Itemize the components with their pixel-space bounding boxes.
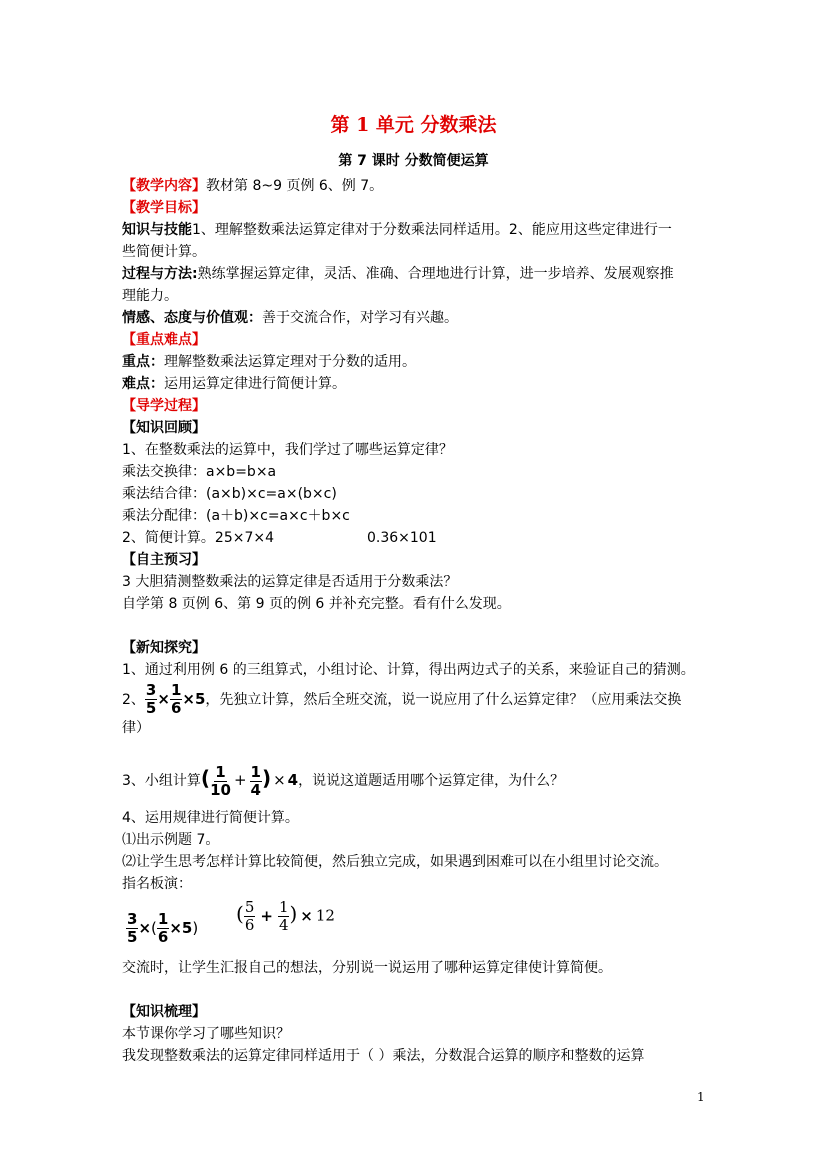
- commutative-law: 乘法交换律：a×b=b×a: [122, 464, 277, 480]
- explore-item-4d: 交流时，让学生汇报自己的想法，分别说一说运用了哪种运算定律使计算简便。: [122, 960, 612, 976]
- key-points-label: 【重点难点】: [122, 332, 206, 348]
- plus-sign: +: [233, 771, 247, 789]
- formula-3-5-x-1-6-x-5: [145, 681, 206, 717]
- fraction-denominator: 4: [278, 916, 289, 934]
- process-method-line: [122, 264, 674, 284]
- review-question-2: 2、简便计算。25×7×4: [122, 530, 274, 546]
- distributive-law: 乘法分配律：(a＋b)×c=a×c＋b×c: [122, 508, 350, 524]
- board-formula-1: [126, 912, 198, 945]
- fraction-denominator: 6: [170, 699, 182, 717]
- fraction-numerator: 1: [215, 763, 226, 781]
- fraction-denominator: 5: [145, 699, 157, 717]
- explore-label: 【新知探究】: [122, 640, 206, 656]
- board-formula-2: [236, 900, 335, 933]
- fraction-denominator: 5: [127, 928, 138, 946]
- review-question-2b: 0.36×101: [367, 530, 437, 546]
- preview-line-2: 自学第 8 页例 6、第 9 页的例 6 并补充完整。看有什么发现。: [122, 596, 511, 612]
- number-five: 5: [194, 690, 206, 708]
- process-method-label: 过程与方法:: [122, 266, 198, 282]
- difficulty-line: [122, 374, 346, 394]
- fraction-numerator: 3: [127, 910, 138, 928]
- right-paren: ): [192, 919, 199, 937]
- left-paren: (: [236, 901, 244, 926]
- plus-sign: +: [260, 906, 273, 925]
- explore-item-3-prefix: 3、小组计算: [122, 773, 201, 789]
- content-line: [122, 176, 383, 196]
- right-paren: ): [289, 901, 298, 926]
- guided-process-label: 【导学过程】: [122, 398, 206, 414]
- preview-line-1: 3 大胆猜测整数乘法的运算定律是否适用于分数乘法？: [122, 574, 458, 590]
- explore-item-2-text: ，先独立计算，然后全班交流，说一说应用了什么运算定律？（应用乘法交换: [205, 692, 682, 708]
- times-sign: ×: [300, 906, 313, 925]
- process-method-text-2: 理能力。: [122, 288, 178, 304]
- difficulty-label: 难点：: [122, 376, 164, 392]
- explore-item-2-text-2: 律）: [122, 720, 150, 736]
- explore-item-2: [122, 683, 681, 716]
- times-sign: ×: [273, 771, 286, 789]
- fraction-denominator: 4: [250, 781, 261, 799]
- lesson-subtitle: 第 7 课时 分数简便运算: [338, 153, 489, 169]
- explore-item-4c: 指名板演：: [122, 876, 192, 892]
- right-paren: ): [261, 766, 272, 790]
- number-four: 4: [287, 771, 299, 789]
- explore-item-2-prefix: 2、: [122, 692, 145, 708]
- knowledge-label: 知识与技能: [122, 222, 192, 238]
- fraction-denominator: 10: [210, 781, 231, 799]
- times-sign: ×: [182, 690, 195, 708]
- knowledge-text-2: 些简便计算。: [122, 244, 206, 260]
- fraction-numerator: 1: [157, 910, 169, 928]
- summary-line-2: 我发现整数乘法的运算定律同样适用于（ ）乘法，分数混合运算的顺序和整数的运算: [122, 1048, 645, 1064]
- left-paren: (: [200, 766, 211, 790]
- explore-item-3: [122, 758, 564, 801]
- focus-text: 理解整数乘法运算定理对于分数的适用。: [164, 354, 416, 370]
- review-label: 【知识回顾】: [122, 420, 206, 436]
- left-paren: (: [151, 919, 157, 937]
- fraction-denominator: 6: [244, 916, 255, 934]
- fraction-numerator: 3: [145, 681, 157, 699]
- summary-line-1: 本节课你学习了哪些知识？: [122, 1026, 290, 1042]
- emotion-line: [122, 308, 458, 328]
- formula-1-10-plus-1-4-x-4: [200, 763, 299, 799]
- focus-label: 重点：: [122, 354, 164, 370]
- emotion-label: 情感、态度与价值观：: [122, 310, 262, 326]
- process-method-text-1: 熟练掌握运算定律，灵活、准确、合理地进行计算，进一步培养、发展观察推: [197, 266, 674, 282]
- fraction-denominator: 6: [157, 928, 169, 946]
- fraction-numerator: 5: [244, 898, 255, 916]
- fraction-numerator: 1: [170, 681, 182, 699]
- times-sign: ×: [138, 919, 152, 937]
- focus-line: [122, 352, 416, 372]
- associative-law: 乘法结合律：(a×b)×c=a×(b×c): [122, 486, 337, 502]
- lesson-unit-title: 第 1 单元 分数乘法: [330, 114, 497, 136]
- content-text: 教材第 8~9 页例 6、例 7。: [206, 178, 384, 194]
- explore-item-3-text: ，说说这道题适用哪个运算定律，为什么？: [298, 773, 565, 789]
- preview-label: 【自主预习】: [122, 552, 206, 568]
- knowledge-line: [122, 220, 672, 240]
- summary-label: 【知识梳理】: [122, 1004, 206, 1020]
- number-twelve: 12: [315, 906, 335, 925]
- times-sign: ×: [157, 690, 170, 708]
- times-sign: ×: [169, 919, 182, 937]
- number-five: 5: [181, 919, 193, 937]
- explore-item-1: 1、通过利用例 6 的三组算式，小组讨论、计算，得出两边式子的关系，来验证自己的猜测。: [122, 662, 695, 678]
- page-number: 1: [697, 1090, 705, 1104]
- explore-item-4: 4、运用规律进行简便计算。: [122, 810, 299, 826]
- emotion-text: 善于交流合作，对学习有兴趣。: [262, 310, 458, 326]
- explore-item-4b: ⑵让学生思考怎样计算比较简便，然后独立完成，如果遇到困难可以在小组里讨论交流。: [122, 854, 668, 870]
- difficulty-text: 运用运算定律进行简便计算。: [164, 376, 346, 392]
- explore-item-4a: ⑴出示例题 7。: [122, 832, 220, 848]
- knowledge-text-1: 1、理解整数乘法运算定律对于分数乘法同样适用。2、能应用这些定律进行一: [192, 222, 672, 238]
- review-question-1: 1、在整数乘法的运算中，我们学过了哪些运算定律？: [122, 442, 453, 458]
- goals-label: 【教学目标】: [122, 200, 206, 216]
- fraction-numerator: 1: [250, 763, 261, 781]
- fraction-numerator: 1: [278, 898, 289, 916]
- content-label: 【教学内容】: [122, 178, 206, 194]
